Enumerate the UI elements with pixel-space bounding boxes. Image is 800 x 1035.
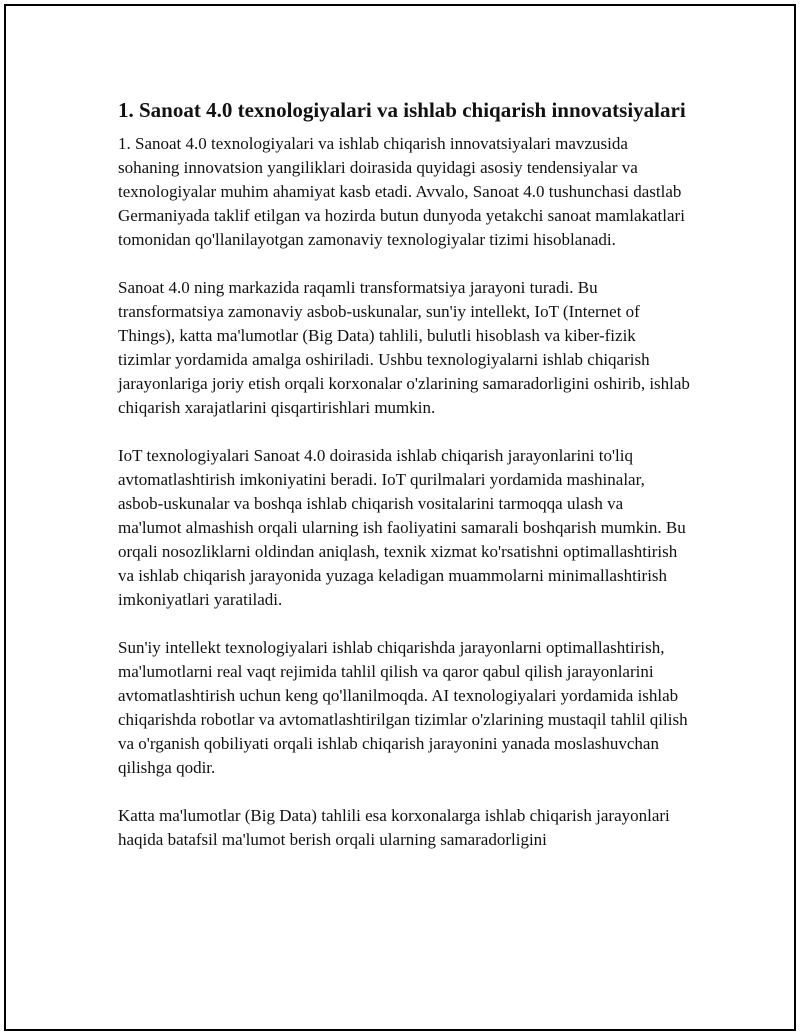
paragraph: Sanoat 4.0 ning markazida raqamli transformatsiya jarayoni turadi. Bu transformatsiya zamonaviy asbob-uskunalar, sun'iy intellekt, IoT (Internet of Things), katta ma'lumotlar (Big Data) tahlili, bulutli hisoblash va kiber-fizik tizimlar yordamida amalga oshiriladi. Ushbu texnologiyalarni ishlab chiqarish jarayonlariga joriy etish orqali korxonalar o'zlarining samaradorligini oshirib, ishlab chiqarish xarajatlarini qisqartirishlari mumkin. xyxy=(118,278,690,417)
paragraph: 1. Sanoat 4.0 texnologiyalari va ishlab chiqarish innovatsiyalari mavzusida sohaning innovatsion yangiliklari doirasida quyidagi asosiy tendensiyalar va texnologiyalar muhim ahamiyat kasb etadi. Avvalo, Sanoat 4.0 tushunchasi dastlab Germaniyada taklif etilgan va hozirda butun dunyoda yetakchi sanoat mamlakatlari tomonidan qo'llanilayotgan zamonaviy texnologiyalar tizimi hisoblanadi. xyxy=(118,134,685,249)
paragraph: Sun'iy intellekt texnologiyalari ishlab chiqarishda jarayonlarni optimallashtirish, ma'lumotlarni real vaqt rejimida tahlil qilish va qaror qabul qilish jarayonlarini avtomatlashtirish uchun keng qo'llanilmoqda. AI texnologiyalari yordamida ishlab chiqarishda robotlar va avtomatlashtirilgan tizimlar o'zlarining mustaqil tahlil qilish va o'rganish qobiliyati orqali ishlab chiqarish jarayonini yanada moslashuvchan qilishga qodir. xyxy=(118,638,688,777)
paragraph: IoT texnologiyalari Sanoat 4.0 doirasida ishlab chiqarish jarayonlarini to'liq avtomatlashtirish imkoniyatini beradi. IoT qurilmalari yordamida mashinalar, asbob-uskunalar va boshqa ishlab chiqarish vositalarini tarmoqqa ulash va ma'lumot almashish orqali ularning ish faoliyatini samarali boshqarish mumkin. Bu orqali nosozliklarni oldindan aniqlash, texnik xizmat ko'rsatishni optimallashtirish va ishlab chiqarish jarayonida yuzaga keladigan muammolarni minimallashtirish imkoniyatlari yaratiladi. xyxy=(118,446,686,609)
paragraph: Katta ma'lumotlar (Big Data) tahlili esa korxonalarga ishlab chiqarish jarayonlari haqida batafsil ma'lumot berish orqali ularning samaradorligini xyxy=(118,806,670,849)
document-page xyxy=(4,4,796,1031)
document-body xyxy=(118,96,690,876)
section-heading: 1. Sanoat 4.0 texnologiyalari va ishlab chiqarish innovatsiyalari xyxy=(118,98,686,122)
